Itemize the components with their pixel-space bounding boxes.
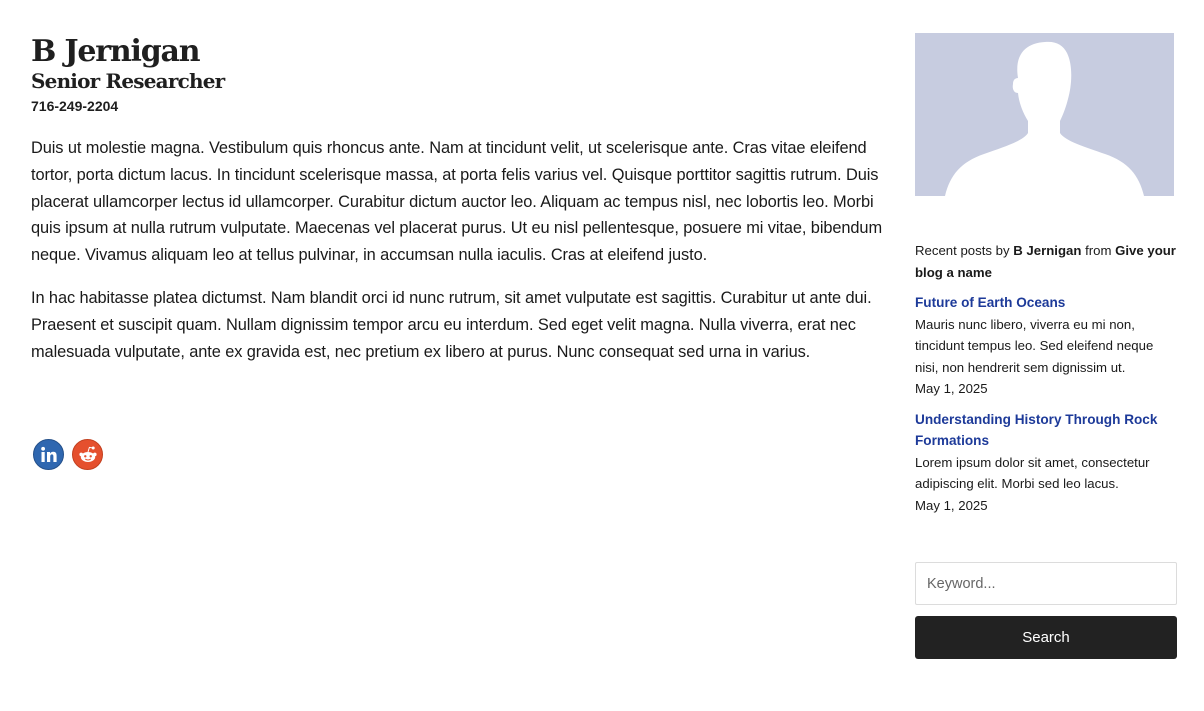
post-excerpt: Mauris nunc libero, viverra eu mi non, tincidunt tempus leo. Sed eleifend neque nisi, non hendrerit sem dignissim ut. bbox=[915, 316, 1154, 375]
bio-paragraph: In hac habitasse platea dictumst. Nam blandit orci id nunc rutrum, sit amet vulputate est sagittis. Curabitur ut ante dui. Praesent et suscipit quam. Nullam dignissim tempor arcu eu interdum. Sed eget velit magna. Nulla viverra, erat nec malesuada vulputate, ante ex gravida est, nec pretium ex libero at purus. Nunc consequat sed urna in varius. bbox=[31, 288, 872, 361]
recent-prefix: Recent posts by bbox=[915, 243, 1010, 258]
list-item bbox=[915, 409, 1177, 517]
reddit-glyph bbox=[77, 444, 99, 466]
recent-author: B Jernigan bbox=[1013, 243, 1082, 258]
recent-middle: from bbox=[1085, 243, 1112, 258]
post-date: May 1, 2025 bbox=[915, 497, 988, 513]
linkedin-glyph bbox=[40, 446, 58, 464]
profile-name: B Jernigan bbox=[31, 34, 200, 69]
bio-paragraph: Duis ut molestie magna. Vestibulum quis rhoncus ante. Nam at tincidunt velit, ut scelerisque ante. Cras vitae eleifend tortor, porta dictum lacus. In tincidunt scelerisque massa, at porta felis varius vel. Quisque porttitor sagittis rutrum. Duis placerat ullamcorper lectus id ullamcorper. Curabitur dictum auctor leo. Aliquam ac tempus nisl, nec lobortis leo. Morbi quis ipsum at nulla rutrum vulputate. Maecenas vel placerat purus. Ut eu nisl pellentesque, posuere mi vitae, bibendum neque. Vivamus aliquam leo at tellus pulvinar, in accumsan nulla iaculis. Cras at eleifend justo. bbox=[31, 139, 882, 265]
post-date: May 1, 2025 bbox=[915, 381, 988, 396]
reddit-icon[interactable] bbox=[72, 439, 103, 470]
social-links bbox=[33, 439, 103, 470]
profile-title: Senior Researcher bbox=[31, 69, 225, 93]
linkedin-icon[interactable] bbox=[33, 439, 64, 470]
post-link[interactable]: Understanding History Through Rock Formations bbox=[915, 411, 1158, 448]
recent-posts-heading bbox=[915, 240, 1177, 283]
profile-main bbox=[31, 34, 887, 381]
recent-blog-name: Give your blog a name bbox=[915, 243, 1176, 280]
post-link[interactable]: Future of Earth Oceans bbox=[915, 295, 1066, 310]
profile-bio bbox=[31, 135, 887, 365]
list-item bbox=[915, 292, 1177, 400]
search-input[interactable] bbox=[915, 562, 1177, 605]
post-excerpt: Lorem ipsum dolor sit amet, consectetur adipiscing elit. Morbi sed leo lacus. bbox=[915, 454, 1150, 491]
profile-phone: 716-249-2204 bbox=[31, 98, 119, 114]
sidebar bbox=[915, 33, 1177, 516]
avatar-placeholder-icon bbox=[915, 33, 1174, 196]
search-button[interactable]: Search bbox=[915, 616, 1177, 659]
